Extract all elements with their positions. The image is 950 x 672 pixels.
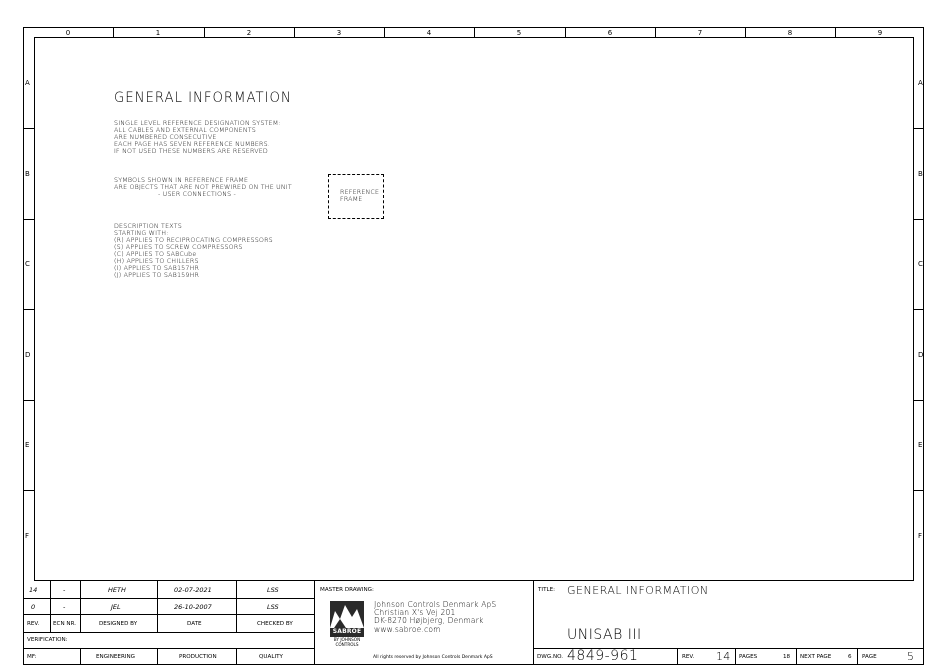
dwg-no-label: DWG.NO.	[537, 654, 564, 660]
title-label: TITLE:	[538, 587, 556, 593]
zone-row-label: D	[25, 351, 31, 359]
text-line: (H) APPLIES TO CHILLERS	[114, 258, 199, 265]
zone-divider	[914, 219, 924, 220]
revision-ecn: -	[63, 603, 66, 611]
zone-column-label: 1	[155, 29, 161, 37]
zone-divider	[914, 400, 924, 401]
title-block-line	[236, 581, 237, 632]
zone-column-label: 4	[426, 29, 432, 37]
description-texts-paragraph	[114, 223, 273, 279]
zone-row-label: A	[25, 79, 30, 87]
revision-date: 26-10-2007	[174, 603, 212, 611]
text-line: (C) APPLIES TO SABCube	[114, 251, 197, 258]
rights-notice: All rights reserved by Johnson Controls Denmark ApS	[373, 655, 493, 660]
zone-column-label: 8	[787, 29, 793, 37]
pages-label: PAGES	[739, 654, 758, 660]
text-line: SYMBOLS SHOWN IN REFERENCE FRAME	[114, 177, 249, 184]
title-block-line	[677, 648, 678, 665]
zone-row-label: B	[25, 170, 30, 178]
text-line: (I) APPLIES TO SAB157HR	[114, 265, 200, 272]
text-line: EACH PAGE HAS SEVEN REFERENCE NUMBERS.	[114, 141, 270, 148]
revision-number: 0	[31, 603, 36, 611]
text-line: ARE OBJECTS THAT ARE NOT PREWIRED ON THE UNIT	[114, 184, 292, 191]
dwg-number: 4849-961	[567, 648, 639, 664]
text-line: DESCRIPTION TEXTS	[114, 223, 182, 230]
reference-frame-label: FRAME	[340, 196, 363, 203]
text-line: - USER CONNECTIONS -	[158, 191, 237, 198]
page-label: PAGE	[862, 654, 877, 660]
title-block-line	[23, 648, 314, 649]
next-page-label: NEXT PAGE	[800, 654, 832, 660]
logo-subtitle-line: CONTROLS	[335, 641, 359, 647]
inner-border	[34, 37, 914, 581]
title-block-line	[533, 581, 534, 665]
drawing-title: GENERAL INFORMATION	[567, 584, 709, 597]
zone-column-label: 7	[697, 29, 703, 37]
company-address	[374, 601, 496, 634]
rev-value: 14	[716, 650, 731, 663]
logo-text: SABROE	[332, 628, 362, 635]
revision-ecn: -	[63, 586, 66, 594]
sabroe-logo	[330, 601, 364, 637]
text-line: (S) APPLIES TO SCREW COMPRESSORS	[114, 244, 243, 251]
title-block-line	[796, 648, 797, 665]
title-block-line	[23, 598, 314, 599]
zone-column-label: 6	[607, 29, 613, 37]
title-block-line	[157, 648, 158, 665]
revision-designer: HETH	[108, 586, 126, 594]
zone-column-label: 3	[336, 29, 342, 37]
quality-label: QUALITY	[259, 654, 283, 660]
title-block-line	[157, 581, 158, 632]
zone-row-label: C	[25, 260, 30, 268]
header-date: DATE	[187, 621, 202, 627]
zone-row-label: E	[918, 441, 923, 449]
title-block-line	[50, 581, 51, 632]
zone-column-label: 2	[246, 29, 252, 37]
reference-frame-label: REFERENCE	[340, 189, 380, 196]
drawing-subtitle: UNISAB III	[567, 627, 642, 643]
revision-date: 02-07-2021	[174, 586, 212, 594]
zone-divider	[23, 309, 34, 310]
header-checked-by: CHECKED BY	[257, 621, 293, 627]
text-line: (R) APPLIES TO RECIPROCATING COMPRESSORS	[114, 237, 273, 244]
zone-row-label: D	[918, 351, 924, 359]
page-heading: GENERAL INFORMATION	[114, 90, 292, 106]
page-value: 5	[907, 650, 915, 663]
logo-subtitle-line: BY JOHNSON	[333, 637, 361, 642]
mountain-logo-icon	[330, 601, 364, 628]
zone-divider	[914, 490, 924, 491]
zone-column-label: 5	[516, 29, 522, 37]
zone-row-label: F	[25, 532, 30, 540]
text-line: ARE NUMBERED CONSECUTIVE	[114, 134, 217, 141]
verification-label: VERIFICATION:	[27, 637, 68, 643]
title-block-line	[80, 581, 81, 632]
zone-divider	[914, 309, 924, 310]
header-rev: REV.	[27, 621, 40, 627]
text-line: (J) APPLIES TO SAB159HR	[114, 272, 200, 279]
title-block-line	[236, 648, 237, 665]
revision-checker: LSS	[267, 603, 279, 611]
header-designed-by: DESIGNED BY	[99, 621, 138, 627]
revision-designer: JEL	[111, 603, 121, 611]
company-line: DK-8270 Højbjerg, Denmark	[374, 616, 484, 626]
company-line: Johnson Controls Denmark ApS	[374, 600, 497, 609]
text-line: STARTING WITH:	[114, 230, 169, 237]
mf-label: MF:	[27, 654, 37, 660]
zone-divider	[23, 219, 34, 220]
title-block-line	[735, 648, 736, 665]
zone-row-label: C	[918, 260, 923, 268]
company-line: Christian X's Vej 201	[374, 608, 456, 618]
zone-row-label: E	[25, 441, 30, 449]
master-drawing-label: MASTER DRAWING:	[320, 587, 374, 593]
rev-label: REV.	[682, 654, 695, 660]
zone-row-label: B	[918, 170, 923, 178]
zone-divider	[914, 128, 924, 129]
title-block-line	[23, 632, 314, 633]
title-block-line	[23, 614, 314, 615]
reference-frame-symbol	[328, 174, 384, 219]
title-block-line	[314, 581, 315, 665]
reference-frame-paragraph	[114, 177, 292, 198]
reference-system-paragraph	[114, 120, 281, 155]
company-line: www.sabroe.com	[374, 624, 441, 634]
header-ecn: ECN NR.	[53, 621, 77, 627]
title-block-line	[80, 648, 81, 665]
zone-divider	[23, 400, 34, 401]
zone-column-label: 9	[877, 29, 883, 37]
text-line: SINGLE LEVEL REFERENCE DESIGNATION SYSTEM:	[114, 120, 281, 127]
text-line: ALL CABLES AND EXTERNAL COMPONENTS	[114, 127, 256, 134]
revision-number: 14	[29, 586, 38, 594]
zone-column-label: 0	[65, 29, 71, 37]
revision-checker: LSS	[267, 586, 279, 594]
logo-subtitle	[330, 638, 364, 647]
zone-row-label: F	[918, 532, 923, 540]
zone-divider	[23, 128, 34, 129]
zone-divider	[23, 490, 34, 491]
production-label: PRODUCTION	[179, 654, 217, 660]
next-page-value: 6	[848, 654, 852, 660]
engineering-label: ENGINEERING	[96, 654, 136, 660]
title-block-line	[857, 648, 858, 665]
text-line: IF NOT USED THESE NUMBERS ARE RESERVED	[114, 148, 268, 155]
pages-value: 18	[783, 654, 791, 660]
zone-row-label: A	[918, 79, 923, 87]
